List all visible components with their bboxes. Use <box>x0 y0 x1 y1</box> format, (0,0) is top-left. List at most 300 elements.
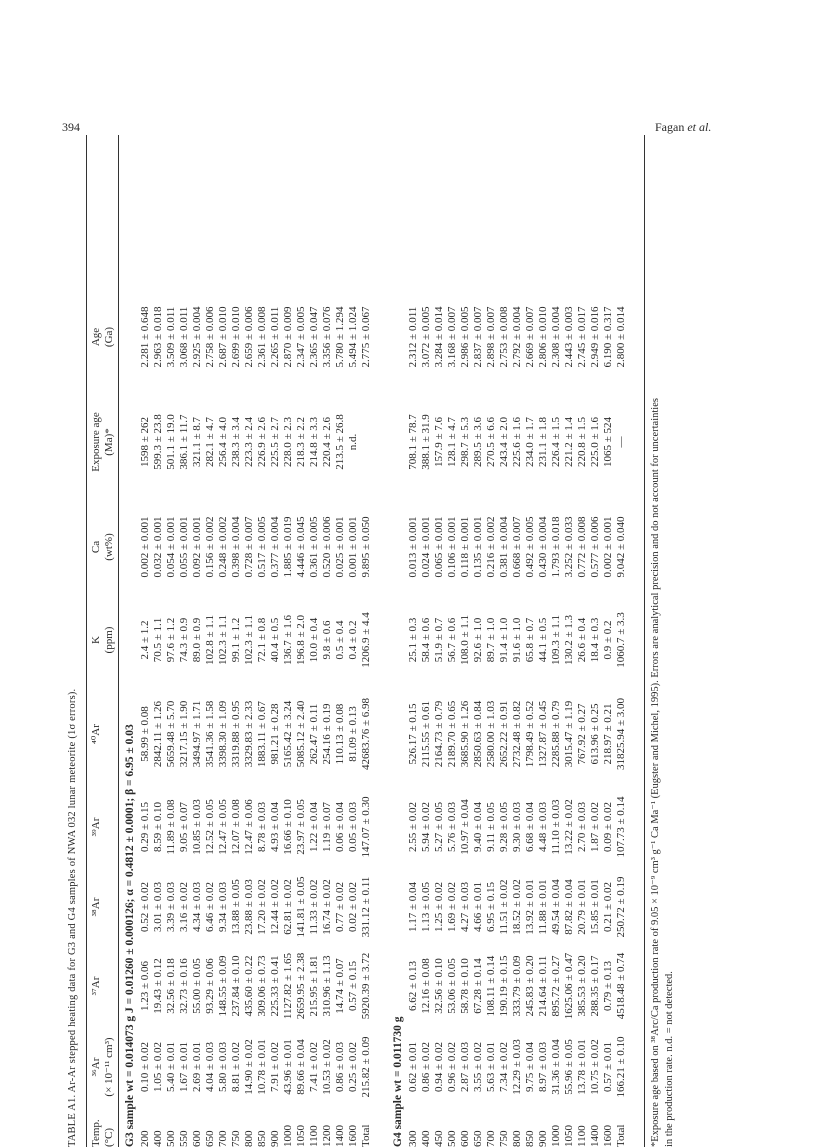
table-row <box>360 135 373 1147</box>
cell-ar39: 11.10 ± 0.03 <box>550 785 563 869</box>
cell-ar39: 10.97 ± 0.04 <box>459 785 472 869</box>
cell-ca: 0.024 ± 0.001 <box>420 497 433 597</box>
cell-age: 2.925 ± 0.004 <box>191 287 204 387</box>
cell-ca: 0.216 ± 0.002 <box>485 497 498 597</box>
cell-ar40: 3015.47 ± 1.19 <box>563 683 576 785</box>
cell-age: 2.800 ± 0.014 <box>615 287 628 387</box>
cell-ar39: 4.93 ± 0.04 <box>269 785 282 869</box>
cell-ar37: 310.96 ± 1.13 <box>321 945 334 1027</box>
cell-ar39: 2.70 ± 0.03 <box>576 785 589 869</box>
cell-ar40: 2164.73 ± 0.79 <box>433 683 446 785</box>
cell-ar37: 19.43 ± 0.12 <box>152 945 165 1027</box>
cell-age: 3.509 ± 0.011 <box>165 287 178 387</box>
cell-ar39: 0.05 ± 0.03 <box>347 785 360 869</box>
cell-k: 9.8 ± 0.6 <box>321 597 334 683</box>
cell-ca: 0.001 ± 0.001 <box>347 497 360 597</box>
cell-ar39: 12.52 ± 0.05 <box>204 785 217 869</box>
cell-ar39: 0.06 ± 0.04 <box>334 785 347 869</box>
cell-ca: 0.013 ± 0.001 <box>407 497 420 597</box>
cell-ar40: 254.16 ± 0.19 <box>321 683 334 785</box>
table-row <box>347 135 360 1147</box>
cell-ar38: 1.13 ± 0.05 <box>420 869 433 945</box>
cell-ar37: 1127.82 ± 1.65 <box>282 945 295 1027</box>
cell-ar38: 20.79 ± 0.01 <box>576 869 589 945</box>
cell-ar36: 4.04 ± 0.03 <box>204 1027 217 1107</box>
cell-ar40: 218.97 ± 0.21 <box>602 683 615 785</box>
cell-ar38: 18.52 ± 0.02 <box>511 869 524 945</box>
cell-ar36: 3.55 ± 0.02 <box>472 1027 485 1107</box>
header-ar36: ³⁶Ar (× 10⁻¹¹ cm³) <box>90 1027 116 1107</box>
table-row <box>576 135 589 1147</box>
cell-ar38: 12.44 ± 0.02 <box>269 869 282 945</box>
cell-age: 2.312 ± 0.011 <box>407 287 420 387</box>
cell-exposure: 599.3 ± 23.8 <box>152 387 165 497</box>
cell-k: 109.3 ± 1.1 <box>550 597 563 683</box>
cell-ar38: 16.74 ± 0.02 <box>321 869 334 945</box>
table-row <box>334 135 347 1147</box>
cell-ar40: 81.09 ± 0.13 <box>347 683 360 785</box>
cell-age: 2.669 ± 0.007 <box>524 287 537 387</box>
cell-temp: 400 <box>152 1107 165 1147</box>
cell-age: 2.443 ± 0.003 <box>563 287 576 387</box>
table-row <box>256 135 269 1147</box>
cell-exposure: 501.1 ± 19.0 <box>165 387 178 497</box>
cell-age: 2.898 ± 0.007 <box>485 287 498 387</box>
cell-temp: 1600 <box>347 1107 360 1147</box>
cell-ar37: 1.23 ± 0.06 <box>139 945 152 1027</box>
cell-ar39: 0.09 ± 0.02 <box>602 785 615 869</box>
cell-ar40: 526.17 ± 0.15 <box>407 683 420 785</box>
cell-ar37: 215.95 ± 1.81 <box>308 945 321 1027</box>
running-head-author: Fagan <box>655 120 684 134</box>
table-row <box>537 135 550 1147</box>
cell-ar38: 1.17 ± 0.04 <box>407 869 420 945</box>
cell-ar37: 435.60 ± 0.22 <box>243 945 256 1027</box>
table-row <box>485 135 498 1147</box>
cell-ar39: 9.28 ± 0.05 <box>498 785 511 869</box>
table-row <box>295 135 308 1147</box>
cell-temp: 400 <box>420 1107 433 1147</box>
header-temp: Temp. (°C) <box>90 1107 116 1147</box>
cell-ar36: 5.63 ± 0.01 <box>485 1027 498 1107</box>
cell-ar38: 331.12 ± 0.11 <box>360 869 373 945</box>
cell-temp: 750 <box>498 1107 511 1147</box>
cell-ar38: 62.81 ± 0.02 <box>282 869 295 945</box>
cell-temp: 800 <box>511 1107 524 1147</box>
cell-ar40: 42683.76 ± 6.98 <box>360 683 373 785</box>
cell-k: 44.1 ± 0.5 <box>537 597 550 683</box>
cell-exposure: 225.6 ± 1.6 <box>511 387 524 497</box>
cell-temp: 900 <box>269 1107 282 1147</box>
cell-ar38: 3.01 ± 0.03 <box>152 869 165 945</box>
cell-age: 5.780 ± 1.294 <box>334 287 347 387</box>
table-row <box>407 135 420 1147</box>
cell-exposure: 270.5 ± 6.6 <box>485 387 498 497</box>
cell-k: 72.1 ± 0.8 <box>256 597 269 683</box>
cell-ar40: 3329.83 ± 2.33 <box>243 683 256 785</box>
cell-ar36: 2.69 ± 0.01 <box>191 1027 204 1107</box>
table-row <box>152 135 165 1147</box>
table-row <box>204 135 217 1147</box>
cell-ca: 0.381 ± 0.004 <box>498 497 511 597</box>
table-row <box>269 135 282 1147</box>
cell-temp: 200 <box>139 1107 152 1147</box>
cell-temp: 1050 <box>563 1107 576 1147</box>
cell-ca: 0.361 ± 0.005 <box>308 497 321 597</box>
table-row <box>563 135 576 1147</box>
cell-temp: 650 <box>472 1107 485 1147</box>
cell-ar39: 9.30 ± 0.03 <box>511 785 524 869</box>
cell-age: 2.281 ± 0.648 <box>139 287 152 387</box>
cell-ca: 0.398 ± 0.004 <box>230 497 243 597</box>
cell-ar40: 2842.11 ± 1.26 <box>152 683 165 785</box>
cell-exposure: 223.3 ± 2.4 <box>243 387 256 497</box>
cell-ar36: 0.57 ± 0.01 <box>602 1027 615 1107</box>
cell-temp: 850 <box>524 1107 537 1147</box>
cell-ar40: 5085.12 ± 2.40 <box>295 683 308 785</box>
cell-ar38: 87.82 ± 0.04 <box>563 869 576 945</box>
cell-ar38: 0.77 ± 0.02 <box>334 869 347 945</box>
cell-age: 6.190 ± 0.317 <box>602 287 615 387</box>
cell-ca: 0.728 ± 0.007 <box>243 497 256 597</box>
cell-k: 89.0 ± 0.9 <box>191 597 204 683</box>
cell-exposure: 214.8 ± 3.3 <box>308 387 321 497</box>
cell-age: 5.494 ± 1.024 <box>347 287 360 387</box>
cell-ca: 0.520 ± 0.006 <box>321 497 334 597</box>
running-head <box>655 120 711 135</box>
cell-age: 2.687 ± 0.010 <box>217 287 230 387</box>
cell-k: 26.6 ± 0.4 <box>576 597 589 683</box>
cell-ca: 0.517 ± 0.005 <box>256 497 269 597</box>
cell-ar38: 3.16 ± 0.02 <box>178 869 191 945</box>
cell-temp: 800 <box>243 1107 256 1147</box>
footnote-exposure: *Exposure age based on ³⁸Arc/Ca production rate of 9.05 × 10⁻⁹ cm³ g⁻¹ Ca Ma⁻¹ (Eugster and Michel, 1995). Errors are analytical precision and do not account for uncertainties <box>649 147 663 1147</box>
cell-exposure: 321.1 ± 8.7 <box>191 387 204 497</box>
cell-ar37: 53.06 ± 0.05 <box>446 945 459 1027</box>
cell-ar36: 13.78 ± 0.01 <box>576 1027 589 1107</box>
cell-ca: 9.895 ± 0.050 <box>360 497 373 597</box>
cell-k: 102.8 ± 1.1 <box>204 597 217 683</box>
cell-ca: 0.055 ± 0.001 <box>178 497 191 597</box>
table-row <box>178 135 191 1147</box>
cell-ar39: 4.48 ± 0.03 <box>537 785 550 869</box>
cell-ca: 3.252 ± 0.033 <box>563 497 576 597</box>
cell-ar37: 309.06 ± 0.73 <box>256 945 269 1027</box>
cell-exposure: 708.1 ± 78.7 <box>407 387 420 497</box>
cell-ca: 0.002 ± 0.001 <box>602 497 615 597</box>
cell-age: 3.284 ± 0.014 <box>433 287 446 387</box>
cell-ar39: 1.87 ± 0.02 <box>589 785 602 869</box>
cell-ar37: 55.00 ± 0.05 <box>191 945 204 1027</box>
cell-exposure: 1065 ± 524 <box>602 387 615 497</box>
table-caption: TABLE A1. Ar-Ar stepped heating data for G3 and G4 samples of NWA 032 lunar meteorite (1σ errors). <box>66 689 79 1147</box>
cell-ar39: 5.27 ± 0.05 <box>433 785 446 869</box>
cell-ar36: 1.67 ± 0.01 <box>178 1027 191 1107</box>
cell-ar36: 0.96 ± 0.02 <box>446 1027 459 1107</box>
bottom-rule <box>644 135 645 1147</box>
cell-ar40: 2580.00 ± 1.03 <box>485 683 498 785</box>
cell-ar36: 10.78 ± 0.01 <box>256 1027 269 1107</box>
cell-exposure: 226.4 ± 1.5 <box>550 387 563 497</box>
cell-ar39: 9.05 ± 0.07 <box>178 785 191 869</box>
cell-ar38: 11.88 ± 0.01 <box>537 869 550 945</box>
cell-ar37: 1625.06 ± 0.47 <box>563 945 576 1027</box>
cell-ca: 0.092 ± 0.001 <box>191 497 204 597</box>
cell-ar40: 3494.97 ± 1.71 <box>191 683 204 785</box>
cell-k: 0.4 ± 0.2 <box>347 597 360 683</box>
cell-ar39: 8.59 ± 0.10 <box>152 785 165 869</box>
cell-ar36: 0.94 ± 0.02 <box>433 1027 446 1107</box>
cell-ar38: 6.95 ± 0.15 <box>485 869 498 945</box>
cell-ar39: 13.22 ± 0.02 <box>563 785 576 869</box>
table-row <box>550 135 563 1147</box>
cell-ar38: 13.88 ± 0.05 <box>230 869 243 945</box>
cell-temp: Total <box>360 1107 373 1147</box>
footnote-nd: in the production rate. n.d. = not detected. <box>663 147 677 1147</box>
table-row <box>282 135 295 1147</box>
header-ar40: ⁴⁰Ar <box>90 683 103 785</box>
cell-temp: 1000 <box>550 1107 563 1147</box>
cell-age: 2.308 ± 0.004 <box>550 287 563 387</box>
cell-ar36: 2.87 ± 0.03 <box>459 1027 472 1107</box>
cell-ar36: 7.41 ± 0.02 <box>308 1027 321 1107</box>
cell-ar38: 4.34 ± 0.03 <box>191 869 204 945</box>
cell-age: 3.356 ± 0.076 <box>321 287 334 387</box>
cell-ar36: 55.96 ± 0.05 <box>563 1027 576 1107</box>
cell-k: 2.4 ± 1.2 <box>139 597 152 683</box>
cell-ar40: 3217.15 ± 1.90 <box>178 683 191 785</box>
cell-age: 2.753 ± 0.008 <box>498 287 511 387</box>
cell-k: 1060.7 ± 3.3 <box>615 597 628 683</box>
cell-ca: 0.668 ± 0.007 <box>511 497 524 597</box>
cell-ar39: 12.47 ± 0.05 <box>217 785 230 869</box>
cell-ar39: 23.97 ± 0.05 <box>295 785 308 869</box>
rotated-table-container <box>66 135 758 1147</box>
cell-ar38: 3.39 ± 0.03 <box>165 869 178 945</box>
cell-ar37: 4518.48 ± 0.74 <box>615 945 628 1027</box>
cell-k: 0.5 ± 0.4 <box>334 597 347 683</box>
top-rule <box>86 135 87 1147</box>
cell-exposure: 225.5 ± 2.7 <box>269 387 282 497</box>
cell-ar39: 0.29 ± 0.15 <box>139 785 152 869</box>
cell-ca: 0.135 ± 0.001 <box>472 497 485 597</box>
cell-ar40: 3398.30 ± 1.09 <box>217 683 230 785</box>
table-row <box>165 135 178 1147</box>
cell-exposure: 225.0 ± 1.6 <box>589 387 602 497</box>
table-row <box>498 135 511 1147</box>
cell-ar37: 0.79 ± 0.13 <box>602 945 615 1027</box>
cell-ar37: 32.56 ± 0.18 <box>165 945 178 1027</box>
cell-ca: 0.577 ± 0.006 <box>589 497 602 597</box>
cell-age: 2.699 ± 0.010 <box>230 287 243 387</box>
cell-ar40: 2115.55 ± 0.61 <box>420 683 433 785</box>
cell-ar36: 10.75 ± 0.02 <box>589 1027 602 1107</box>
cell-ar36: 12.29 ± 0.03 <box>511 1027 524 1107</box>
g4-sample-header: G4 sample wt = 0.011730 g <box>392 1017 405 1147</box>
cell-temp: 550 <box>178 1107 191 1147</box>
cell-ar36: 5.80 ± 0.03 <box>217 1027 230 1107</box>
cell-ca: 0.118 ± 0.001 <box>459 497 472 597</box>
cell-ar36: 0.86 ± 0.02 <box>420 1027 433 1107</box>
cell-k: 65.8 ± 0.7 <box>524 597 537 683</box>
cell-ar36: 0.25 ± 0.02 <box>347 1027 360 1107</box>
cell-temp: 650 <box>204 1107 217 1147</box>
cell-temp: Total <box>615 1107 628 1147</box>
cell-k: 1206.9 ± 4.4 <box>360 597 373 683</box>
cell-k: 18.4 ± 0.3 <box>589 597 602 683</box>
cell-ar38: 23.88 ± 0.03 <box>243 869 256 945</box>
cell-ar39: 9.40 ± 0.04 <box>472 785 485 869</box>
table-row <box>308 135 321 1147</box>
table-row <box>446 135 459 1147</box>
cell-ar36: 89.66 ± 0.04 <box>295 1027 308 1107</box>
cell-age: 2.837 ± 0.007 <box>472 287 485 387</box>
cell-ar37: 385.53 ± 0.20 <box>576 945 589 1027</box>
table-row <box>230 135 243 1147</box>
cell-exposure: 386.1 ± 11.7 <box>178 387 191 497</box>
cell-temp: 700 <box>485 1107 498 1147</box>
cell-temp: 300 <box>407 1107 420 1147</box>
cell-ar36: 0.10 ± 0.02 <box>139 1027 152 1107</box>
cell-temp: 600 <box>459 1107 472 1147</box>
cell-exposure: 221.2 ± 1.4 <box>563 387 576 497</box>
cell-temp: 700 <box>217 1107 230 1147</box>
cell-temp: 1200 <box>321 1107 334 1147</box>
cell-exposure: 213.5 ± 26.8 <box>334 387 347 497</box>
cell-ar37: 190.19 ± 0.15 <box>498 945 511 1027</box>
cell-ar37: 333.79 ± 0.09 <box>511 945 524 1027</box>
cell-temp: 1000 <box>282 1107 295 1147</box>
cell-temp: 850 <box>256 1107 269 1147</box>
cell-k: 136.7 ± 1.6 <box>282 597 295 683</box>
cell-ca: 4.446 ± 0.045 <box>295 497 308 597</box>
cell-ar37: 14.74 ± 0.07 <box>334 945 347 1027</box>
cell-ar36: 5.40 ± 0.01 <box>165 1027 178 1107</box>
cell-ar37: 225.33 ± 0.41 <box>269 945 282 1027</box>
cell-temp: 1400 <box>334 1107 347 1147</box>
cell-ar36: 215.82 ± 0.09 <box>360 1027 373 1107</box>
cell-ar39: 12.47 ± 0.06 <box>243 785 256 869</box>
cell-exposure: 234.0 ± 1.7 <box>524 387 537 497</box>
cell-ar38: 17.20 ± 0.02 <box>256 869 269 945</box>
cell-age: 2.870 ± 0.009 <box>282 287 295 387</box>
cell-ar40: 2850.63 ± 0.84 <box>472 683 485 785</box>
header-k: K (ppm) <box>90 597 116 683</box>
table-row <box>433 135 446 1147</box>
cell-ar40: 31825.94 ± 3.00 <box>615 683 628 785</box>
cell-ca: 0.772 ± 0.008 <box>576 497 589 597</box>
cell-temp: 1050 <box>295 1107 308 1147</box>
table-row <box>602 135 615 1147</box>
cell-ar37: 2659.95 ± 2.38 <box>295 945 308 1027</box>
table-row <box>615 135 628 1147</box>
cell-ar38: 13.92 ± 0.01 <box>524 869 537 945</box>
cell-k: 56.7 ± 0.6 <box>446 597 459 683</box>
cell-ar37: 32.73 ± 0.16 <box>178 945 191 1027</box>
cell-ar37: 67.28 ± 0.14 <box>472 945 485 1027</box>
cell-ar40: 262.47 ± 0.11 <box>308 683 321 785</box>
cell-ar40: 110.13 ± 0.08 <box>334 683 347 785</box>
cell-ar36: 10.53 ± 0.02 <box>321 1027 334 1107</box>
cell-k: 99.1 ± 1.2 <box>230 597 243 683</box>
cell-k: 102.3 ± 1.1 <box>243 597 256 683</box>
cell-exposure: 226.9 ± 2.6 <box>256 387 269 497</box>
cell-ca: 0.002 ± 0.001 <box>139 497 152 597</box>
cell-ar40: 2285.88 ± 0.79 <box>550 683 563 785</box>
cell-age: 3.072 ± 0.005 <box>420 287 433 387</box>
cell-age: 2.758 ± 0.006 <box>204 287 217 387</box>
cell-ar36: 7.91 ± 0.02 <box>269 1027 282 1107</box>
table-row <box>217 135 230 1147</box>
page-number: 394 <box>62 120 80 135</box>
cell-ar39: 16.66 ± 0.10 <box>282 785 295 869</box>
cell-ar36: 0.62 ± 0.01 <box>407 1027 420 1107</box>
cell-exposure: 220.4 ± 2.6 <box>321 387 334 497</box>
cell-ca: 0.065 ± 0.001 <box>433 497 446 597</box>
table-row <box>459 135 472 1147</box>
cell-ca: 9.042 ± 0.040 <box>615 497 628 597</box>
cell-ar40: 1883.11 ± 0.67 <box>256 683 269 785</box>
cell-ar37: 58.78 ± 0.10 <box>459 945 472 1027</box>
cell-ar36: 43.96 ± 0.01 <box>282 1027 295 1107</box>
cell-k: 89.7 ± 1.0 <box>485 597 498 683</box>
cell-ar40: 1327.87 ± 0.45 <box>537 683 550 785</box>
cell-exposure: 220.8 ± 1.5 <box>576 387 589 497</box>
cell-k: 196.8 ± 2.0 <box>295 597 308 683</box>
cell-ar38: 1.25 ± 0.02 <box>433 869 446 945</box>
cell-exposure: 238.3 ± 3.4 <box>230 387 243 497</box>
g3-sample-header: G3 sample wt = 0.014073 g J = 0.01260 ± 0.000126; α = 0.4812 ± 0.0001; β = 6.95 ± 0.03 <box>124 724 137 1147</box>
cell-ar37: 0.57 ± 0.15 <box>347 945 360 1027</box>
cell-age: 2.365 ± 0.047 <box>308 287 321 387</box>
cell-ca: 0.025 ± 0.001 <box>334 497 347 597</box>
cell-ar40: 5659.48 ± 5.70 <box>165 683 178 785</box>
cell-ar37: 32.56 ± 0.10 <box>433 945 446 1027</box>
cell-ca: 0.377 ± 0.004 <box>269 497 282 597</box>
cell-ar37: 108.11 ± 0.14 <box>485 945 498 1027</box>
cell-ar40: 981.21 ± 0.28 <box>269 683 282 785</box>
cell-age: 2.265 ± 0.011 <box>269 287 282 387</box>
cell-ar37: 214.64 ± 0.11 <box>537 945 550 1027</box>
cell-ar38: 0.21 ± 0.02 <box>602 869 615 945</box>
cell-ar39: 6.68 ± 0.04 <box>524 785 537 869</box>
cell-ar40: 58.99 ± 0.08 <box>139 683 152 785</box>
cell-ar37: 6.62 ± 0.13 <box>407 945 420 1027</box>
cell-exposure: 231.1 ± 1.8 <box>537 387 550 497</box>
cell-age: 3.068 ± 0.011 <box>178 287 191 387</box>
cell-ca: 1.885 ± 0.019 <box>282 497 295 597</box>
cell-ca: 0.032 ± 0.001 <box>152 497 165 597</box>
cell-ar37: 288.35 ± 0.17 <box>589 945 602 1027</box>
cell-temp: 500 <box>165 1107 178 1147</box>
cell-ar38: 250.72 ± 0.19 <box>615 869 628 945</box>
cell-ar39: 107.73 ± 0.14 <box>615 785 628 869</box>
cell-temp: 1400 <box>589 1107 602 1147</box>
header-ca: Ca (wt%) <box>90 497 116 597</box>
cell-ar39: 8.78 ± 0.03 <box>256 785 269 869</box>
cell-exposure: 228.0 ± 2.3 <box>282 387 295 497</box>
cell-exposure: 1598 ± 262 <box>139 387 152 497</box>
cell-k: 91.4 ± 1.0 <box>498 597 511 683</box>
cell-ar38: 11.51 ± 0.02 <box>498 869 511 945</box>
table-row <box>511 135 524 1147</box>
cell-ar39: 5.94 ± 0.02 <box>420 785 433 869</box>
cell-ar37: 895.72 ± 0.27 <box>550 945 563 1027</box>
cell-ar38: 0.02 ± 0.02 <box>347 869 360 945</box>
cell-ar40: 2189.70 ± 0.65 <box>446 683 459 785</box>
cell-age: 2.745 ± 0.017 <box>576 287 589 387</box>
cell-ar40: 1798.49 ± 0.52 <box>524 683 537 785</box>
